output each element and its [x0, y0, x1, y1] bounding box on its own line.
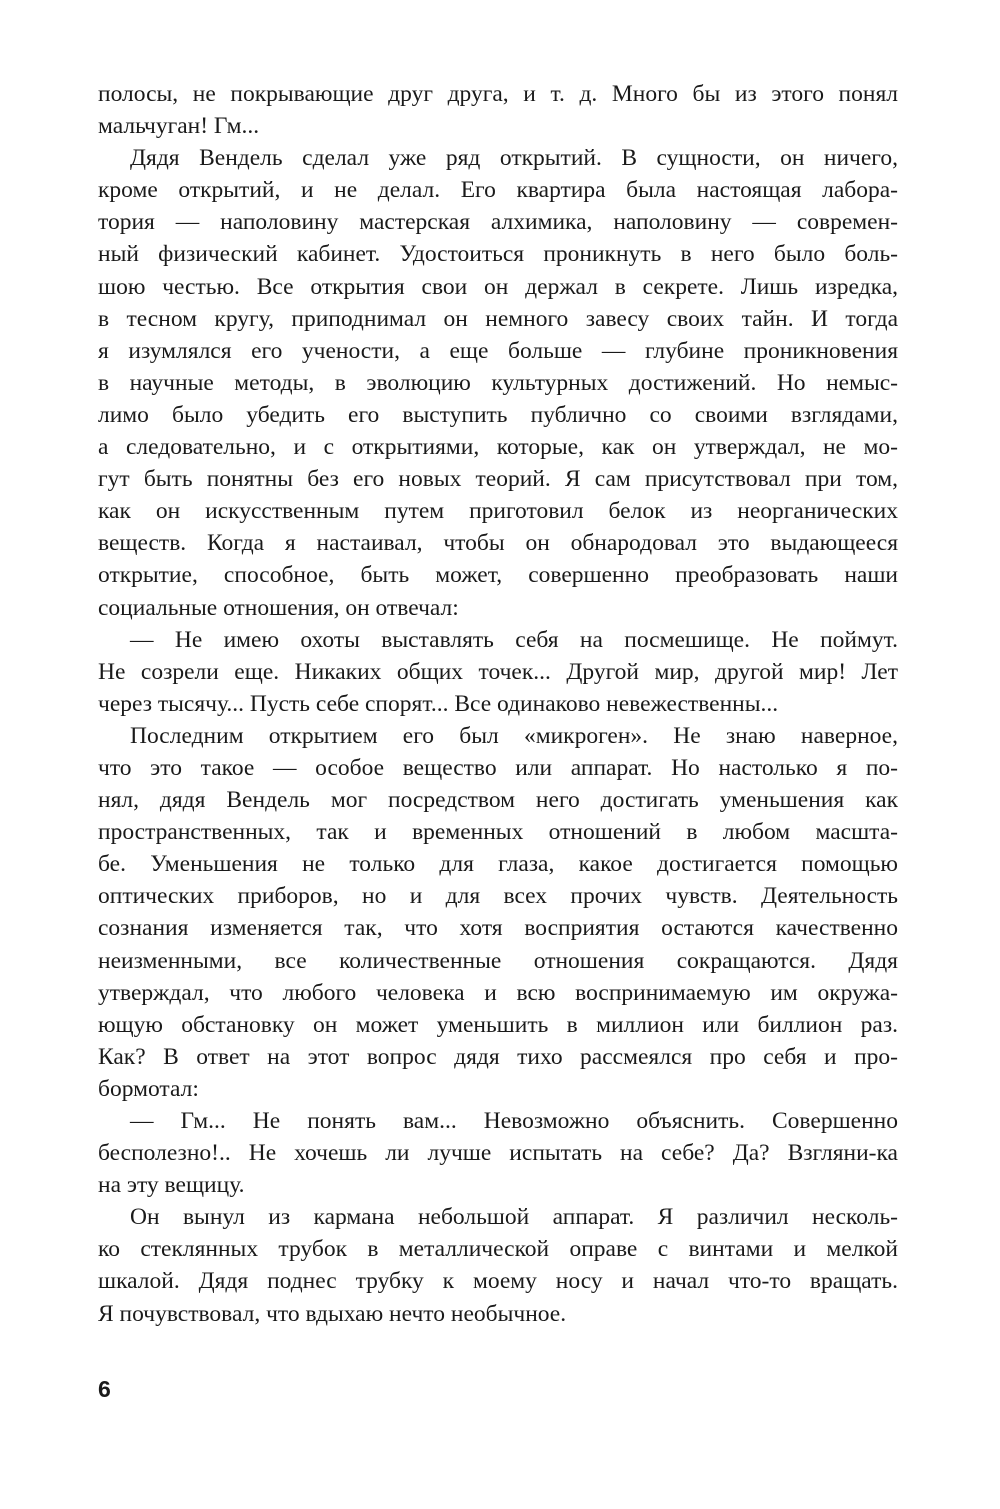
text-line: ный физический кабинет. Удостоиться проникнуть в него было боль-	[98, 241, 898, 268]
text-line: как он искусственным путем приготовил белок из неорганических	[98, 498, 898, 525]
text-line: гут быть понятны без его новых теорий. Я сам присутствовал при том,	[98, 466, 898, 493]
paragraph	[98, 624, 898, 720]
page-number: 6	[98, 1376, 111, 1402]
text-line: — Не имею охоты выставлять себя на посмешище. Не поймут.	[130, 626, 898, 653]
text-line: Дядя Вендель сделал уже ряд открытий. В сущности, он ничего,	[130, 145, 898, 172]
text-line: кроме открытий, и не делал. Его квартира была настоящая лабора-	[98, 177, 898, 204]
text-line: на эту вещицу.	[98, 1172, 245, 1199]
text-line: я изумлялся его учености, а еще больше — глубине проникновения	[98, 337, 898, 364]
text-line: оптических приборов, но и для всех прочих чувств. Деятельность	[98, 883, 898, 910]
paragraph	[98, 142, 898, 623]
paragraph	[98, 1201, 898, 1329]
text-line: — Гм... Не понять вам... Невозможно объяснить. Совершенно	[130, 1108, 898, 1134]
text-line: утверждал, что любого человека и всю воспринимаемую им окружа-	[98, 979, 898, 1006]
text-line: мальчуган! Гм...	[98, 113, 260, 140]
paragraph	[98, 1105, 898, 1201]
text-line: веществ. Когда я настаивал, чтобы он обнародовал это выдающееся	[98, 530, 898, 557]
text-line: социальные отношения, он отвечал:	[98, 594, 459, 621]
paragraph	[98, 720, 898, 1105]
text-line: Я почувствовал, что вдыхаю нечто необычное.	[98, 1300, 567, 1327]
text-line: Он вынул из кармана небольшой аппарат. Я различил несколь-	[130, 1204, 898, 1231]
paragraph	[98, 78, 898, 142]
text-line: а следовательно, и с открытиями, которые, как он утверждал, не мо-	[98, 434, 898, 461]
text-line: тория — наполовину мастерская алхимика, наполовину — современ-	[98, 209, 898, 236]
text-line: бормотал:	[98, 1075, 199, 1102]
text-line: ко стеклянных трубок в металлической оправе с винтами и мелкой	[98, 1236, 898, 1263]
text-line: полосы, не покрывающие друг друга, и т. д. Много бы из этого понял	[98, 81, 898, 107]
text-line: нял, дядя Вендель мог посредством него достигать уменьшения как	[98, 787, 898, 814]
text-line: Как? В ответ на этот вопрос дядя тихо рассмеялся про себя и про-	[98, 1043, 898, 1070]
text-line: бе. Уменьшения не только для глаза, какое достигается помощью	[98, 851, 898, 878]
text-line: что это такое — особое вещество или аппарат. Но настолько я по-	[98, 754, 898, 781]
text-line: открытие, способное, быть может, совершенно преобразовать наши	[98, 562, 898, 589]
text-line: шою честью. Все открытия свои он держал в секрете. Лишь изредка,	[98, 273, 898, 300]
text-line: лимо было убедить его выступить публично со своими взглядами,	[98, 401, 898, 428]
text-line: Последним открытием его был «микроген». Не знаю наверное,	[130, 722, 898, 749]
text-line: неизменными, все количественные отношения сокращаются. Дядя	[98, 947, 898, 974]
page-body	[98, 78, 898, 1330]
text-line: в научные методы, в эволюцию культурных достижений. Но немыс-	[98, 369, 898, 396]
text-line: сознания изменяется так, что хотя восприятия остаются качественно	[98, 915, 898, 942]
text-line: ющую обстановку он может уменьшить в миллион или биллион раз.	[98, 1011, 898, 1038]
text-line: пространственных, так и временных отношений в любом масшта-	[98, 819, 898, 846]
text-line: шкалой. Дядя поднес трубку к моему носу и начал что-то вращать.	[98, 1268, 898, 1295]
text-line: через тысячу... Пусть себе спорят... Все одинаково невежественны...	[98, 690, 779, 717]
text-line: Не созрели еще. Никаких общих точек... Другой мир, другой мир! Лет	[98, 658, 898, 685]
text-line: в тесном кругу, приподнимал он немного завесу своих тайн. И тогда	[98, 305, 898, 332]
text-line: бесполезно!.. Не хочешь ли лучше испытать на себе? Да? Взгляни-ка	[98, 1140, 898, 1167]
